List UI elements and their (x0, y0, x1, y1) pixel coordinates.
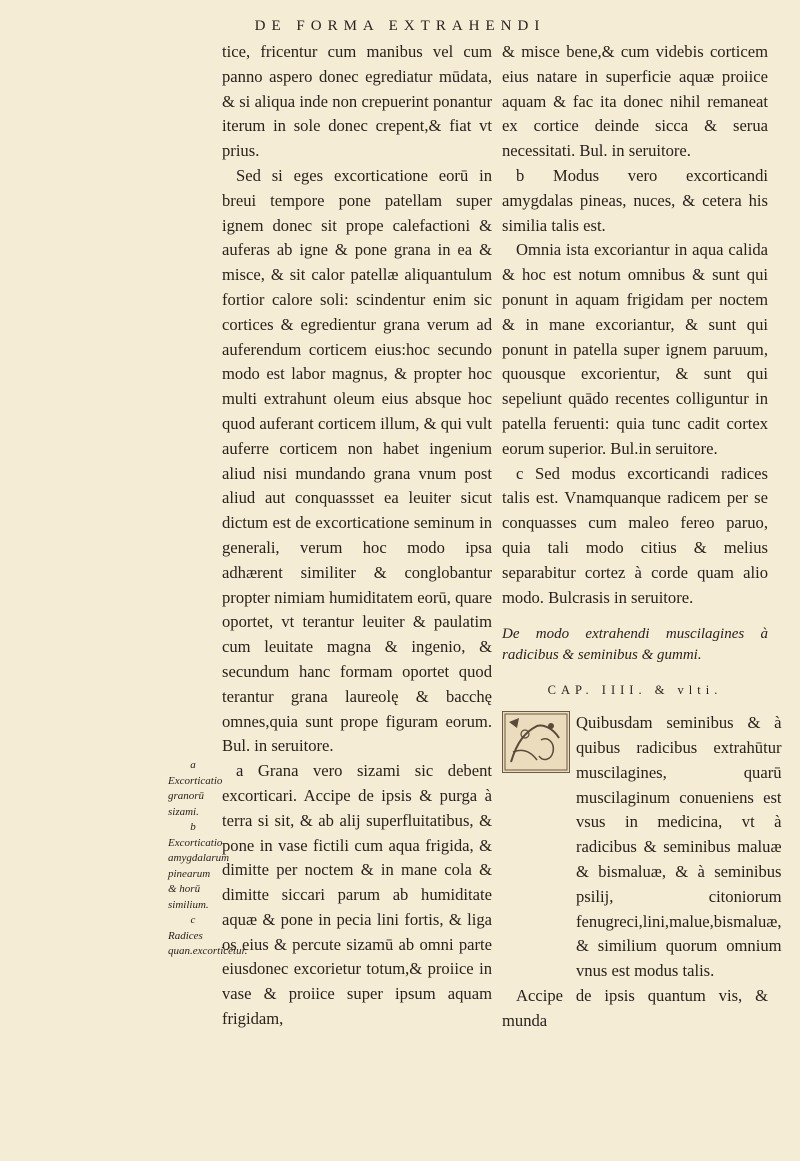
marginal-note-text: Excorticatio granorū sizami. (168, 774, 223, 818)
right-paragraph-2: b Modus vero excorticandi amygdalas pineas, nuces, & cetera his similia talis est. (502, 165, 768, 235)
marginal-note-letter: b (190, 821, 196, 833)
marginal-note-letter: c (190, 914, 196, 926)
left-paragraph-2: Sed si eges excorticatione eorū in breui tempore pone patellam super ignem donec sit prope calefactioni & auferas ab igne & pone grana in ea & misce, & sit calor patellæ aliquantulum fortior calore soli: scindentur enim sic cortices & egredientur grana verum ad auferendum corticem eius:hoc secundo modo est labor magnus, & propter hoc multi extrahunt oleum eius absque hoc quod auferant corticem illum, & qui vult auferre corticem non habet ingenium aliud nisi mundando grana vnum post aliud aut conquassset ea leuiter sicut dictum est de excorticatione seminum in generali, verum hoc modo ipsa adhærent similiter & conglobantur propter nimiam humiditatem eorū, quare oportet, vt terantur leuiter & paulatim cum leuitate magna & ingenio, & secundum hanc formam oportet quod terantur grana laureolę & bacchę omnes,quia sunt prope figuram eorum. Bul. in seruitore. (222, 165, 492, 756)
chapter-opening (502, 711, 782, 984)
right-paragraph-3: Omnia ista excoriantur in aqua calida & hoc est notum omnibus & sunt qui ponunt in aquam frigidam per noctem & in mane excoriantur, & sunt qui ponunt in patella super ignem paruum, quousque excorientur, & sunt qui sepeliunt quādo recentes colliguntur in patella feruenti: quia tunc cadit cortex eorum superior. Bul.in seruitore. (502, 240, 768, 458)
marginal-note-text: Radices quan.excorticētur. (168, 929, 248, 957)
right-paragraph-4: c Sed modus excorticandi radices talis est. Vnamquanque radicem per se conquasses cum maleo fereo paruo, quia tali modo citius & melius separabitur cortez à corde quam alio modo. Bulcrasis in seruitore. (502, 463, 768, 607)
marginal-note-a (168, 758, 223, 820)
section-subheading: De modo extrahendi muscilagines à radicibus & seminibus & gummi. (502, 626, 768, 664)
left-paragraph-1: tice, fricentur cum manibus vel cum panno aspero donec egrediatur mūdata, & si aliqua inde non crepuerint ponantur iterum in sole donec crepent,& fiat vt prius. (222, 42, 492, 161)
chapter-heading: CAP. IIII. & vlti. (547, 683, 723, 698)
right-paragraph-5: Quibusdam seminibus & à quibus radicibus extrahūtur muscilagines, quarū muscilaginum conueniens est vsus in medicina, vt à radicibus & seminibus maluæ & bismaluæ, & à seminibus psilij, citoniorum fenugreci,lini,malue,bismaluæ, & similium quorum omnium vnus est modus talis. (576, 713, 782, 981)
decorated-initial-icon (502, 711, 570, 773)
right-column (502, 40, 782, 1033)
marginal-note-c (168, 913, 248, 960)
left-column (222, 40, 492, 1032)
marginal-note-letter: a (190, 759, 196, 771)
marginal-notes (168, 758, 248, 960)
right-paragraph-6: Accipe de ipsis quantum vis, & munda (502, 985, 768, 1030)
marginal-note-b (168, 820, 230, 913)
running-head: DE FORMA EXTRAHENDI (254, 18, 546, 34)
right-paragraph-1: & misce bene,& cum videbis corticem eius natare in superficie aquæ proiice aquam & fac ita donec nihil remaneat ex cortice deinde sicca & serua necessitati. Bul. in seruitore. (502, 42, 768, 161)
marginal-note-text: Excorticatio amygdalarum pinearum & horū similium. (168, 836, 230, 911)
left-paragraph-3: a Grana vero sizami sic debent excorticari. Accipe de ipsis & purga à terra si sit, & ab alij superfluitatibus, & pone in vase fictili cum aqua frigida, & dimitte per noctem & in mane cola & dimitte siccari parum ab humiditate aquæ & pone in pecia lini fortis, & liga os eius & percute sizamū ab omni parte eiusdonec excorietur totum,& proiice in vase & proiice super ipsum aquam frigidam, (222, 761, 492, 1029)
